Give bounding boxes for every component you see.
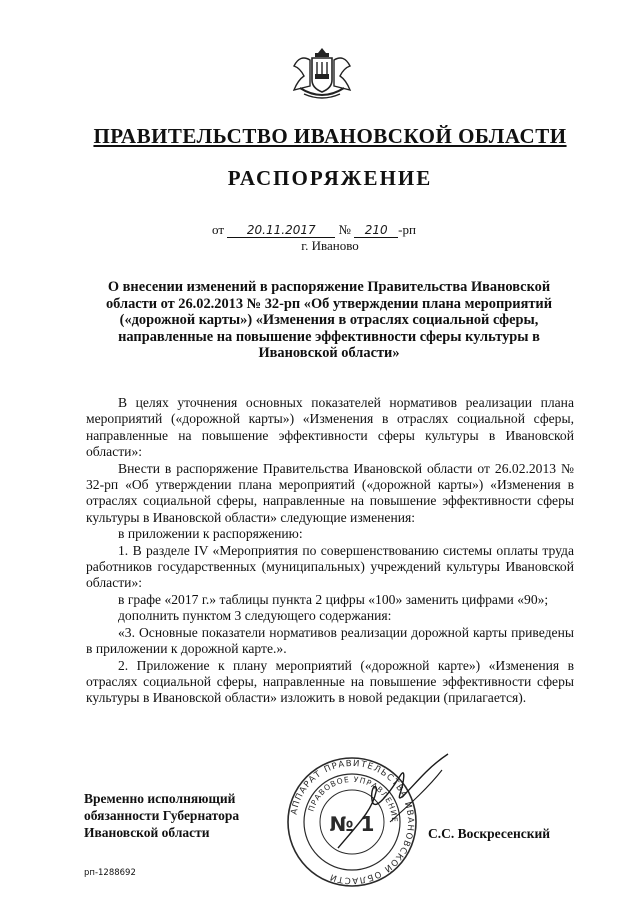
document-title: О внесении изменений в распоряжение Правительства Ивановской области от 26.02.2013 № 32-рп «Об утверждении плана мероприятий («дорожной карты») «Изменения в отраслях социальной сферы, направленные на повышение эффективности сферы культуры в Ивановской области»: [105, 279, 553, 362]
signatory-title-line: обязанности Губернатора: [84, 808, 240, 823]
body-paragraph: 2. Приложение к плану мероприятий («дорожной карте») «Изменения в отраслях социальной сферы, направленные на повышение эффективности сферы культуры в Ивановской области» изложить в новой редакции (прилагается).: [86, 657, 574, 706]
body-paragraph: в приложении к распоряжению:: [118, 526, 303, 542]
signatory-name: С.С. Воскресенский: [428, 826, 551, 841]
signatory-title-line: Временно исполняющий: [84, 791, 236, 806]
stamp-number: № 1: [329, 812, 375, 836]
number-suffix: -рп: [398, 222, 416, 237]
body-paragraph: «3. Основные показатели нормативов реализации дорожной карты приведены в приложении к дорожной карте.».: [86, 624, 574, 657]
body-paragraph: в графе «2017 г.» таблицы пункта 2 цифры «100» заменить цифрами «90»;: [118, 591, 549, 607]
stamp-inner-text: ПРАВОВОЕ УПРАВЛЕНИЕ: [306, 774, 400, 824]
number-sign: №: [338, 222, 351, 237]
document-body: [86, 395, 574, 707]
body-paragraph: Внести в распоряжение Правительства Ивановской области от 26.02.2013 № 32-рп «Об утверждении плана мероприятий («дорожной карты») «Изменения в отраслях социальной сферы, направленные на повышение эффективности сферы культуры в Ивановской области» следующие изменения:: [86, 460, 574, 525]
signatory-title-line: Ивановской области: [84, 825, 210, 840]
document-dateline: [212, 222, 416, 238]
document-code: рп-1288692: [84, 868, 136, 878]
document-type-heading: РАСПОРЯЖЕНИЕ: [227, 166, 433, 190]
body-paragraph: 1. В разделе IV «Мероприятия по совершенствованию системы оплаты труда работников государственных (муниципальных) учреждений культуры Ивановской области»:: [86, 542, 574, 591]
date-prefix: от: [212, 222, 225, 237]
document-date: 20.11.2017: [227, 224, 335, 238]
document-city: г. Иваново: [301, 238, 359, 253]
coat-of-arms-icon: [286, 44, 358, 102]
body-paragraph: В целях уточнения основных показателей нормативов реализации плана мероприятий («дорожной карты») «Изменения в отраслях социальной сферы, направленные на повышение эффективности сферы культуры в Ивановской области»:: [86, 395, 574, 460]
organization-heading: ПРАВИТЕЛЬСТВО ИВАНОВСКОЙ ОБЛАСТИ: [93, 124, 567, 148]
document-number: 210: [354, 224, 398, 238]
body-paragraph: дополнить пунктом 3 следующего содержания:: [118, 608, 392, 624]
signatory-title: [84, 790, 284, 841]
stamp-outer-text: АППАРАТ ПРАВИТЕЛЬСТВА ИВАНОВСКОЙ ОБЛАСТИ: [289, 758, 416, 886]
